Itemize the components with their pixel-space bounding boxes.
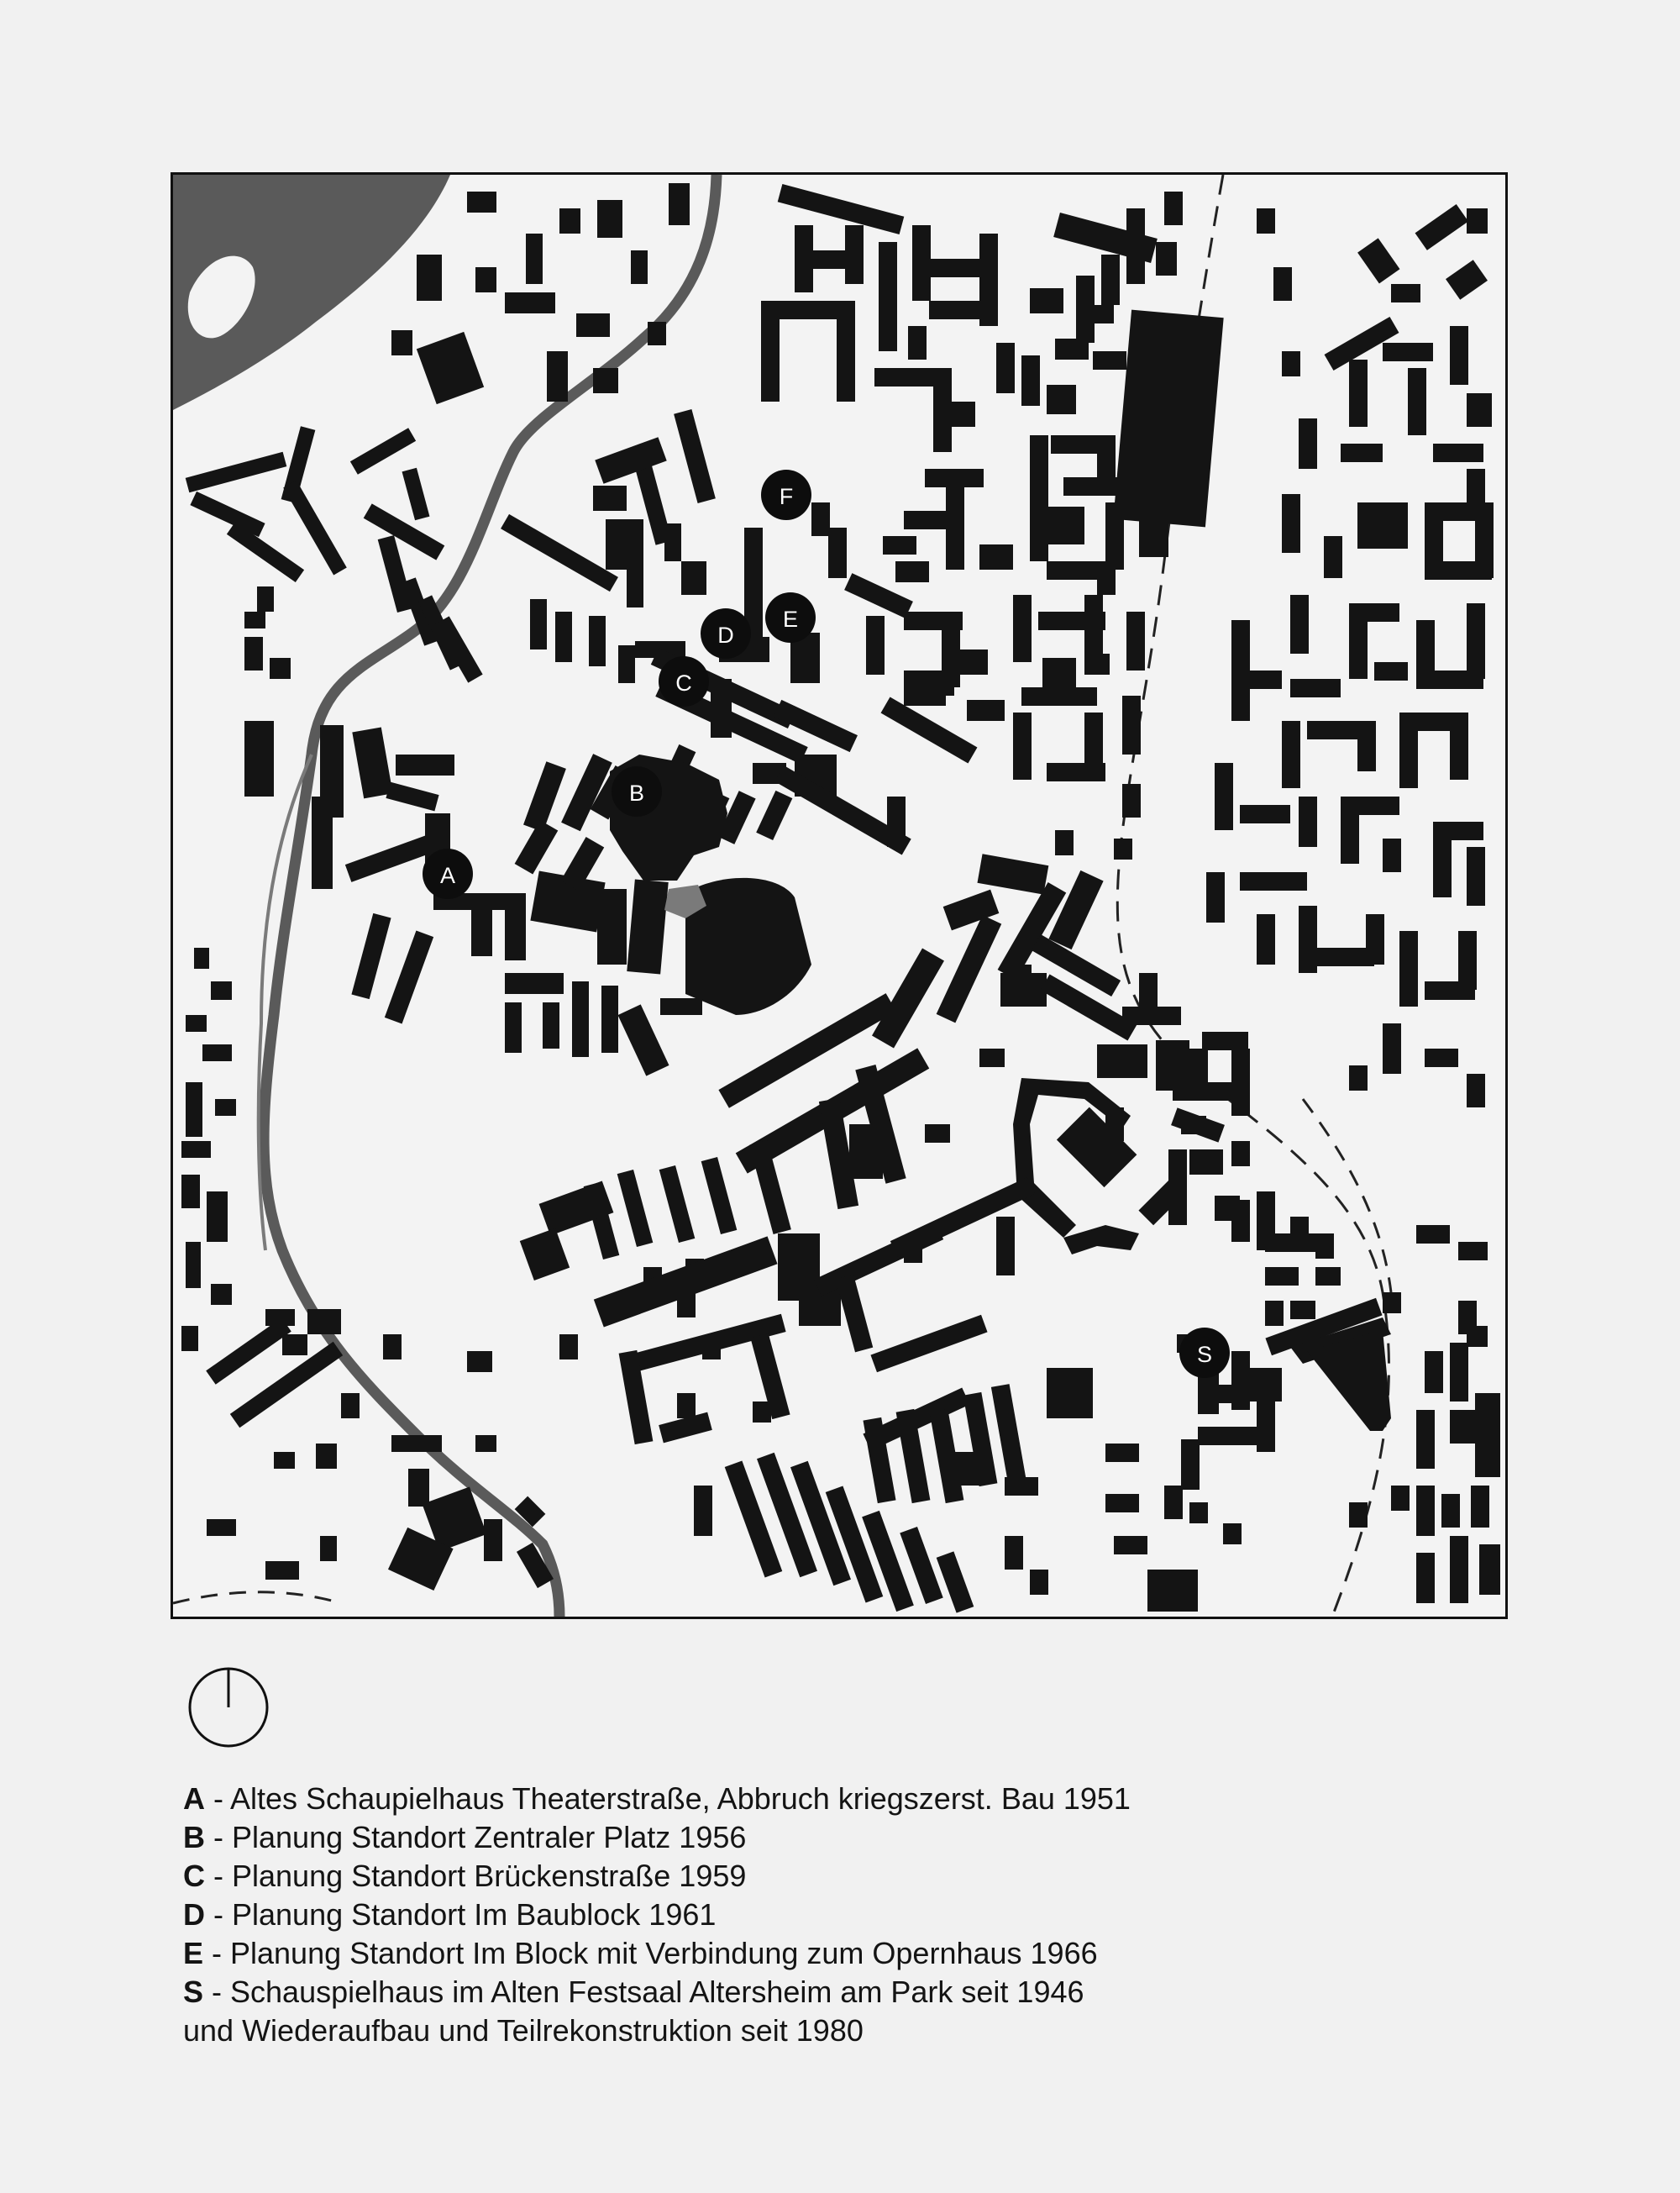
legend-item-c bbox=[183, 1857, 1494, 1896]
marker-a-label: A bbox=[439, 863, 456, 888]
marker-s-label: S bbox=[1196, 1342, 1213, 1367]
legend-item-d bbox=[183, 1896, 1494, 1934]
marker-d bbox=[701, 608, 751, 659]
legend-text: - Schauspielhaus im Alten Festsaal Altersheim am Park seit 1946 bbox=[203, 1975, 1084, 2009]
legend-item-b bbox=[183, 1818, 1494, 1857]
legend-key: B bbox=[183, 1820, 205, 1854]
north-arrow-icon bbox=[186, 1665, 270, 1749]
map-canvas bbox=[173, 175, 1505, 1617]
legend-key: A bbox=[183, 1781, 205, 1816]
marker-c bbox=[659, 656, 709, 707]
site-plan-map bbox=[171, 172, 1508, 1619]
legend-item-a bbox=[183, 1780, 1494, 1818]
railway-dashed-branch bbox=[1303, 1099, 1391, 1292]
legend-key: D bbox=[183, 1897, 205, 1932]
legend-item-e bbox=[183, 1934, 1494, 1973]
marker-c-label: C bbox=[675, 671, 692, 696]
legend-item-s bbox=[183, 1973, 1494, 2012]
legend-text: - Planung Standort Zentraler Platz 1956 bbox=[205, 1820, 747, 1854]
legend-key: C bbox=[183, 1859, 205, 1893]
legend-text: - Planung Standort Im Baublock 1961 bbox=[205, 1897, 717, 1932]
legend-text: - Planung Standort Im Block mit Verbindung zum Opernhaus 1966 bbox=[203, 1936, 1098, 1970]
legend-key: E bbox=[183, 1936, 204, 1970]
marker-a bbox=[423, 849, 473, 899]
marker-b-label: B bbox=[628, 781, 645, 806]
legend-text: - Planung Standort Brückenstraße 1959 bbox=[205, 1859, 747, 1893]
marker-s bbox=[1179, 1328, 1230, 1378]
road-dashed-bottom-left bbox=[173, 1592, 341, 1603]
marker-e bbox=[765, 592, 816, 643]
marker-b bbox=[612, 766, 662, 817]
legend-text: - Altes Schaupielhaus Theaterstraße, Abbruch kriegszerst. Bau 1951 bbox=[205, 1781, 1131, 1816]
marker-f bbox=[761, 470, 811, 520]
marker-f-label: F bbox=[779, 484, 794, 509]
marker-e-label: E bbox=[782, 607, 799, 632]
marker-d-label: D bbox=[717, 623, 734, 648]
legend-key: S bbox=[183, 1975, 204, 2009]
legend bbox=[183, 1780, 1494, 2050]
legend-continuation: und Wiederaufbau und Teilrekonstruktion seit 1980 bbox=[183, 2013, 864, 2048]
